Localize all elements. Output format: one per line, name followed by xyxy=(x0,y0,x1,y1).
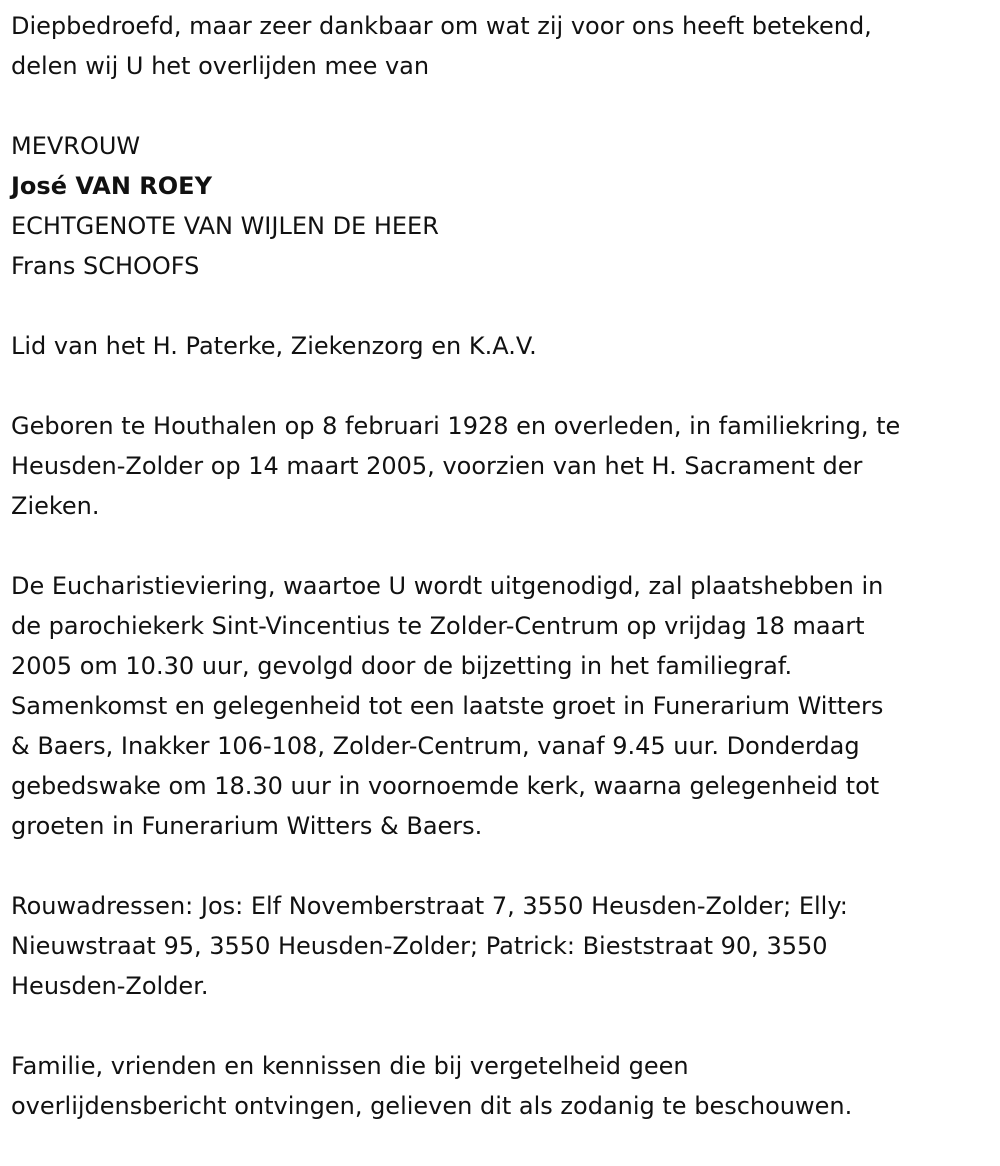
paragraph-gap xyxy=(11,366,991,406)
ceremony-line: 2005 om 10.30 uur, gevolgd door de bijzetting in het familiegraf. xyxy=(11,652,793,680)
intro-line: delen wij U het overlijden mee van xyxy=(11,52,430,80)
ceremony-line: Samenkomst en gelegenheid tot een laatste groet in Funerarium Witters xyxy=(11,692,884,720)
paragraph-gap xyxy=(11,526,991,566)
ceremony-line: & Baers, Inakker 106-108, Zolder-Centrum, vanaf 9.45 uur. Donderdag xyxy=(11,732,860,760)
closing-paragraph xyxy=(11,1046,991,1126)
addresses-line: Heusden-Zolder. xyxy=(11,972,209,1000)
ceremony-line: De Eucharistieviering, waartoe U wordt uitgenodigd, zal plaatshebben in xyxy=(11,572,884,600)
paragraph-gap xyxy=(11,86,991,126)
birth-death-paragraph xyxy=(11,406,991,526)
ceremony-paragraph xyxy=(11,566,991,846)
birth-death-line: Heusden-Zolder op 14 maart 2005, voorzien van het H. Sacrament der xyxy=(11,452,863,480)
deceased-title: MEVROUW xyxy=(11,132,141,160)
addresses-line: Rouwadressen: Jos: Elf Novemberstraat 7, 3550 Heusden-Zolder; Elly: xyxy=(11,892,848,920)
ceremony-line: groeten in Funerarium Witters & Baers. xyxy=(11,812,483,840)
membership-line: Lid van het H. Paterke, Ziekenzorg en K.A.V. xyxy=(11,332,537,360)
deceased-spouse: Frans SCHOOFS xyxy=(11,252,200,280)
membership-paragraph xyxy=(11,326,991,366)
ceremony-line: gebedswake om 18.30 uur in voornoemde kerk, waarna gelegenheid tot xyxy=(11,772,880,800)
closing-line: overlijdensbericht ontvingen, gelieven dit als zodanig te beschouwen. xyxy=(11,1092,853,1120)
intro-paragraph xyxy=(11,6,991,86)
paragraph-gap xyxy=(11,1006,991,1046)
intro-line: Diepbedroefd, maar zeer dankbaar om wat zij voor ons heeft betekend, xyxy=(11,12,872,40)
ceremony-line: de parochiekerk Sint-Vincentius te Zolder-Centrum op vrijdag 18 maart xyxy=(11,612,865,640)
deceased-block xyxy=(11,126,991,286)
paragraph-gap xyxy=(11,846,991,886)
deceased-name: José VAN ROEY xyxy=(11,172,212,200)
addresses-line: Nieuwstraat 95, 3550 Heusden-Zolder; Patrick: Bieststraat 90, 3550 xyxy=(11,932,828,960)
birth-death-line: Geboren te Houthalen op 8 februari 1928 en overleden, in familiekring, te xyxy=(11,412,901,440)
closing-line: Familie, vrienden en kennissen die bij vergetelheid geen xyxy=(11,1052,689,1080)
deceased-relation: ECHTGENOTE VAN WIJLEN DE HEER xyxy=(11,212,439,240)
paragraph-gap xyxy=(11,286,991,326)
birth-death-line: Zieken. xyxy=(11,492,100,520)
obituary-notice xyxy=(11,6,991,1126)
addresses-paragraph xyxy=(11,886,991,1006)
